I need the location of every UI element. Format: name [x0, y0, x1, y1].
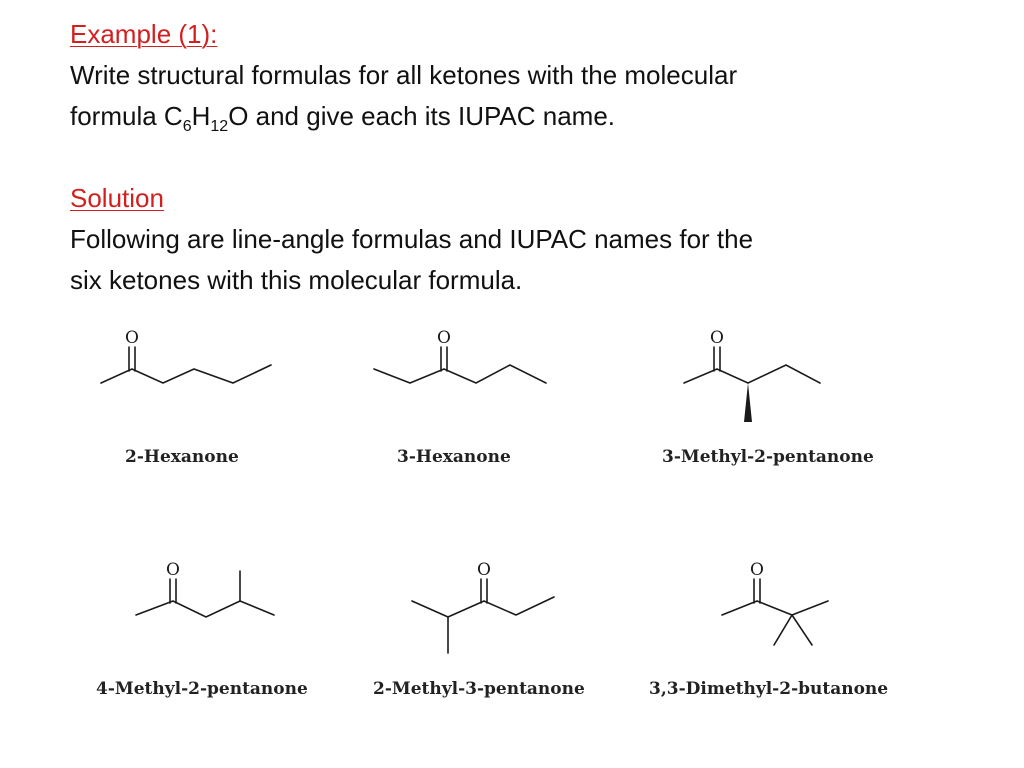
structure-2-hexanone	[95, 325, 285, 400]
molecule-2-hexanone	[95, 325, 285, 400]
structure-3-methyl-2-pentanone	[680, 325, 840, 425]
structure-3-hexanone	[370, 325, 560, 400]
molecule-3-hexanone	[370, 325, 560, 400]
molecule-name-3-3-dimethyl-2-butanone: 3,3-Dimethyl-2-butanone	[649, 679, 889, 699]
solution-section	[70, 178, 970, 301]
oxygen-atom: O	[477, 560, 491, 580]
hydrogen-count: 12	[210, 118, 229, 135]
molecule-name-2-hexanone: 2-Hexanone	[125, 447, 239, 467]
molecule-name-4-methyl-2-pentanone: 4-Methyl-2-pentanone	[96, 679, 308, 699]
molecule-3-methyl-2-pentanone	[680, 325, 840, 425]
hydrogen-symbol: H	[191, 101, 211, 131]
wedge-bond	[744, 383, 752, 422]
solution-heading: Solution	[70, 183, 164, 213]
molecule-name-3-hexanone: 3-Hexanone	[397, 447, 511, 467]
molecule-name-2-methyl-3-pentanone: 2-Methyl-3-pentanone	[373, 679, 585, 699]
structure-4-methyl-2-pentanone	[132, 557, 282, 627]
structure-2-methyl-3-pentanone	[408, 557, 568, 657]
example-section	[70, 14, 970, 137]
formula-prefix: formula C	[70, 101, 183, 131]
structure-3-3-dimethyl-2-butanone	[718, 557, 848, 657]
molecule-4-methyl-2-pentanone	[132, 557, 282, 627]
formula-suffix: O and give each its IUPAC name.	[228, 101, 616, 131]
oxygen-atom: O	[437, 328, 451, 348]
molecule-2-methyl-3-pentanone	[408, 557, 568, 657]
oxygen-atom: O	[710, 328, 724, 348]
example-heading: Example (1):	[70, 19, 218, 49]
oxygen-atom: O	[750, 560, 764, 580]
solution-line-1: Following are line-angle formulas and IUPAC names for the	[70, 224, 754, 254]
oxygen-atom: O	[166, 560, 180, 580]
molecule-3-3-dimethyl-2-butanone	[718, 557, 848, 657]
carbon-count: 6	[182, 118, 192, 135]
solution-line-2: six ketones with this molecular formula.	[70, 265, 523, 295]
example-line-2	[70, 96, 970, 137]
oxygen-atom: O	[125, 328, 139, 348]
molecule-name-3-methyl-2-pentanone: 3-Methyl-2-pentanone	[662, 447, 874, 467]
example-line-1: Write structural formulas for all ketones with the molecular	[70, 60, 738, 90]
